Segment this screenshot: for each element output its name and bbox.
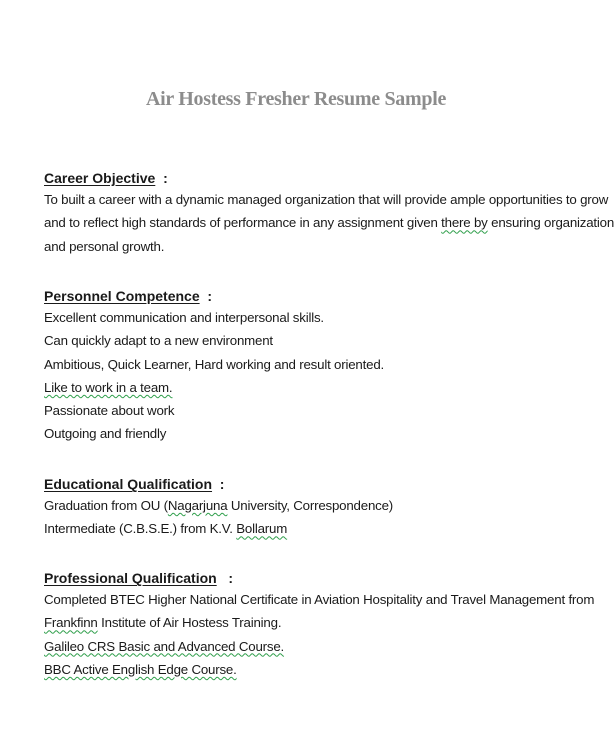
- section-heading: [44, 168, 564, 188]
- section-heading-text: Career Objective: [44, 170, 156, 186]
- body-line: [44, 306, 564, 329]
- line-text: Can quickly adapt to a new environment: [44, 333, 273, 349]
- flagged-text: BBC Active English Edge Course.: [44, 661, 237, 677]
- body-line: [44, 399, 564, 422]
- line-text: Passionate about work: [44, 403, 175, 419]
- document-title: Air Hostess Fresher Resume Sample: [145, 88, 447, 110]
- flagged-text: Like to work in a team.: [44, 379, 173, 395]
- line-text: Excellent communication and interpersonal skills.: [44, 310, 324, 325]
- line-text: Ambitious, Quick Learner, Hard working and result oriented.: [44, 356, 385, 372]
- professional-qualification-section: [44, 568, 595, 681]
- body-line: [44, 517, 564, 540]
- body-line: [44, 353, 564, 376]
- line-text: Institute of Air Hostess Training.: [97, 615, 282, 631]
- body-line: [44, 235, 564, 258]
- personnel-competence-section: [44, 286, 564, 446]
- flagged-text: Nagarjuna: [167, 498, 228, 513]
- line-text: Graduation from OU (: [44, 498, 168, 513]
- line-text: and to reflect high standards of performance in any assignment given: [44, 215, 442, 231]
- career-objective-section: [44, 168, 614, 258]
- body-line: [44, 635, 564, 658]
- section-heading-colon: :: [212, 476, 225, 492]
- line-text: Completed BTEC Higher National Certificate in Aviation Hospitality and Travel Management from: [44, 592, 595, 607]
- line-text: To built a career with a dynamic managed organization that will provide ample opportunities to grow: [44, 192, 609, 207]
- line-text: ensuring organization: [487, 215, 614, 231]
- section-heading-colon: :: [216, 570, 234, 586]
- section-heading-colon: :: [155, 170, 168, 186]
- body-line: [44, 422, 564, 445]
- section-heading-text: Educational Qualification: [44, 476, 213, 492]
- body-line: [44, 188, 609, 211]
- body-line: [44, 611, 564, 634]
- body-line: [44, 211, 614, 234]
- flagged-text: Galileo CRS Basic and Advanced Course.: [44, 638, 285, 654]
- section-heading-colon: :: [199, 288, 213, 304]
- line-text: University, Correspondence): [227, 498, 394, 513]
- flagged-text: Bollarum: [236, 521, 288, 537]
- section-heading: [44, 286, 564, 306]
- body-line: [44, 494, 564, 517]
- educational-qualification-section: [44, 474, 564, 541]
- line-text: and personal growth.: [44, 238, 165, 254]
- section-heading-text: Personnel Competence: [44, 288, 200, 304]
- flagged-text: Frankfinn: [44, 615, 98, 631]
- section-heading: [44, 568, 564, 588]
- section-heading-text: Professional Qualification: [44, 570, 217, 586]
- line-text: Intermediate (C.B.S.E.) from K.V.: [44, 521, 237, 537]
- body-line: [44, 658, 564, 681]
- body-line: [44, 376, 564, 399]
- flagged-text: there by: [441, 215, 488, 231]
- line-text: Outgoing and friendly: [44, 426, 167, 442]
- body-line: [44, 329, 564, 352]
- section-heading: [44, 474, 564, 494]
- body-line: [44, 588, 595, 611]
